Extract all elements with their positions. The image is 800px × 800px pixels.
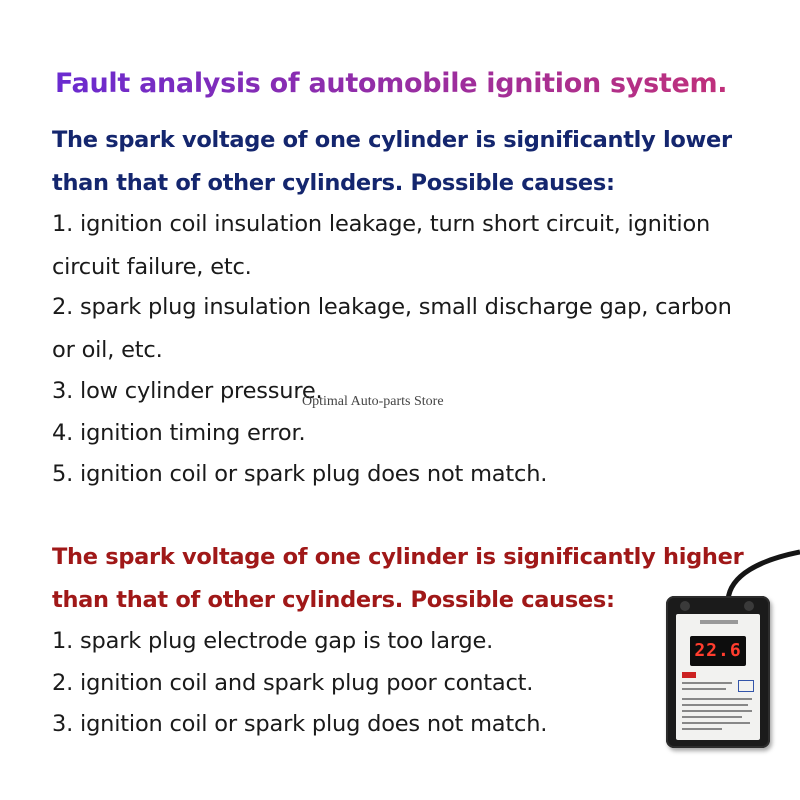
logo-icon: [738, 680, 754, 692]
high-cause-item: 2. ignition coil and spark plug poor contact.: [52, 670, 534, 696]
high-voltage-heading-line1: The spark voltage of one cylinder is significantly higher: [52, 544, 744, 570]
low-voltage-heading-line1: The spark voltage of one cylinder is significantly lower: [52, 127, 732, 153]
low-cause-item: or oil, etc.: [52, 337, 163, 363]
device-faceplate: [676, 614, 760, 740]
page-title: Fault analysis of automobile ignition system.: [55, 68, 728, 99]
low-cause-item: 4. ignition timing error.: [52, 420, 306, 446]
low-cause-item: 2. spark plug insulation leakage, small discharge gap, carbon: [52, 294, 732, 320]
low-cause-item: 3. low cylinder pressure.: [52, 378, 323, 404]
low-cause-item: 5. ignition coil or spark plug does not match.: [52, 461, 548, 487]
faceplate-text-line: [682, 728, 722, 730]
low-cause-item: 1. ignition coil insulation leakage, turn short circuit, ignition: [52, 211, 711, 237]
faceplate-text-line: [682, 688, 726, 690]
faceplate-text-line: [682, 722, 750, 724]
faceplate-label: [700, 620, 738, 624]
low-voltage-heading-line2: than that of other cylinders. Possible causes:: [52, 170, 615, 196]
low-cause-item: circuit failure, etc.: [52, 254, 252, 280]
device-knob-right: [744, 601, 754, 611]
brand-tag: [682, 672, 696, 678]
voltage-display: 22.6: [690, 636, 746, 666]
device-knob-left: [680, 601, 690, 611]
faceplate-text-line: [682, 704, 748, 706]
high-voltage-heading-line2: than that of other cylinders. Possible causes:: [52, 587, 615, 613]
faceplate-text-line: [682, 698, 752, 700]
faceplate-text-line: [682, 716, 742, 718]
ignition-tester-device: [666, 596, 770, 748]
faceplate-text-line: [682, 710, 752, 712]
store-watermark: Optimal Auto-parts Store: [302, 394, 444, 409]
high-cause-item: 1. spark plug electrode gap is too large.: [52, 628, 494, 654]
high-cause-item: 3. ignition coil or spark plug does not match.: [52, 711, 548, 737]
faceplate-text-line: [682, 682, 732, 684]
